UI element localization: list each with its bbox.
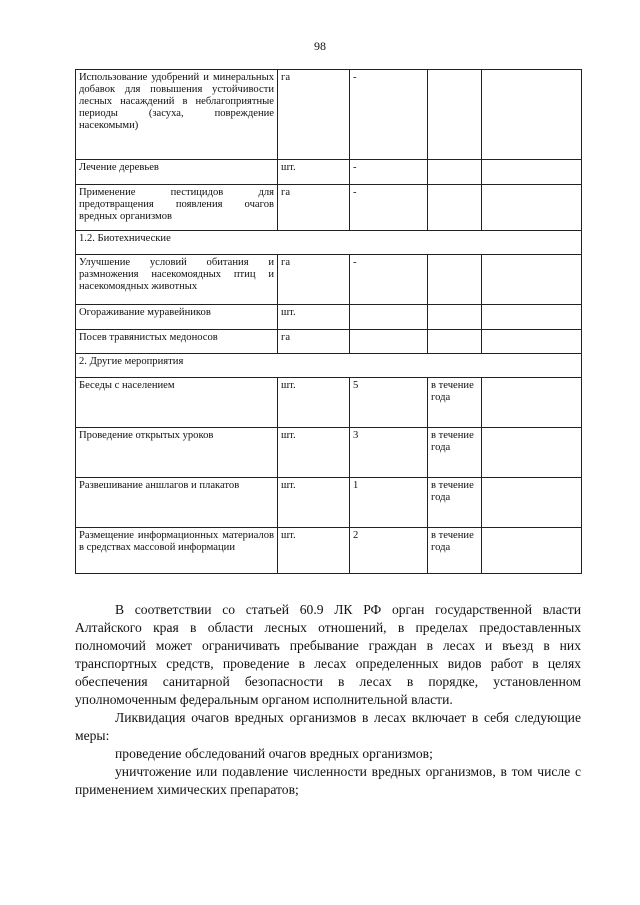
unit-cell: га (278, 185, 350, 231)
section-row (76, 231, 582, 255)
measure-name-cell: Беседы с населением (76, 378, 278, 428)
term-cell (428, 185, 482, 231)
measure-name-cell: Использование удобрений и минеральных добавок для повышения устойчивости лесных насаждений в неблагоприятные периоды (засуха, повреждение насекомыми) (76, 70, 278, 160)
section-row (76, 354, 582, 378)
note-cell (482, 528, 582, 574)
term-cell: в течение года (428, 528, 482, 574)
measure-name-cell: Развешивание аншлагов и плакатов (76, 478, 278, 528)
table-row (76, 70, 582, 160)
quantity-cell: 5 (350, 378, 428, 428)
term-cell: в течение года (428, 378, 482, 428)
note-cell (482, 160, 582, 185)
quantity-cell (350, 305, 428, 330)
unit-cell: га (278, 70, 350, 160)
note-cell (482, 330, 582, 354)
list-item: уничтожение или подавление численности вредных организмов, в том числе с применением химических препаратов; (75, 764, 581, 797)
note-cell (482, 185, 582, 231)
quantity-cell: 2 (350, 528, 428, 574)
note-cell (482, 305, 582, 330)
list-item: проведение обследований очагов вредных организмов; (115, 746, 433, 761)
term-cell (428, 305, 482, 330)
measure-name-cell: Применение пестицидов для предотвращения появления очагов вредных организмов (76, 185, 278, 231)
term-cell: в течение года (428, 428, 482, 478)
term-cell (428, 160, 482, 185)
quantity-cell (350, 330, 428, 354)
unit-cell: шт. (278, 378, 350, 428)
quantity-cell: - (350, 70, 428, 160)
note-cell (482, 255, 582, 305)
unit-cell: шт. (278, 305, 350, 330)
page-number: 98 (314, 39, 326, 53)
measure-name-cell: Размещение информационных материалов в средствах массовой информации (76, 528, 278, 574)
quantity-cell: - (350, 185, 428, 231)
measures-table-body (76, 70, 582, 574)
measure-name-cell: Улучшение условий обитания и размножения насекомоядных птиц и насекомоядных животных (76, 255, 278, 305)
table-row (76, 478, 582, 528)
quantity-cell: - (350, 255, 428, 305)
unit-cell: шт. (278, 478, 350, 528)
body-text (75, 601, 581, 799)
table-row (76, 528, 582, 574)
measures-table (75, 69, 582, 574)
table-row (76, 160, 582, 185)
measure-name-cell: Проведение открытых уроков (76, 428, 278, 478)
table-row (76, 330, 582, 354)
term-cell (428, 70, 482, 160)
paragraph: Ликвидация очагов вредных организмов в лесах включает в себя следующие меры: (75, 710, 581, 743)
note-cell (482, 70, 582, 160)
paragraph: В соответствии со статьей 60.9 ЛК РФ орган государственной власти Алтайского края в области лесных отношений, в пределах предоставленных полномочий может ограничивать пребывание граждан в лесах и въезд в них транспортных средств, проведение в лесах определенных видов работ в целях обеспечения санитарной безопасности в лесах в порядке, установленном уполномоченным федеральным органом исполнительной власти. (75, 602, 581, 707)
note-cell (482, 378, 582, 428)
measure-name-cell: Лечение деревьев (76, 160, 278, 185)
table-row (76, 255, 582, 305)
unit-cell: га (278, 330, 350, 354)
note-cell (482, 428, 582, 478)
table-row (76, 428, 582, 478)
term-cell (428, 255, 482, 305)
section-heading-cell: 1.2. Биотехнические (76, 231, 582, 255)
note-cell (482, 478, 582, 528)
unit-cell: га (278, 255, 350, 305)
quantity-cell: 1 (350, 478, 428, 528)
unit-cell: шт. (278, 428, 350, 478)
table-row (76, 305, 582, 330)
section-heading-cell: 2. Другие мероприятия (76, 354, 582, 378)
table-row (76, 378, 582, 428)
quantity-cell: 3 (350, 428, 428, 478)
term-cell (428, 330, 482, 354)
quantity-cell: - (350, 160, 428, 185)
term-cell: в течение года (428, 478, 482, 528)
measure-name-cell: Посев травянистых медоносов (76, 330, 278, 354)
unit-cell: шт. (278, 528, 350, 574)
table-row (76, 185, 582, 231)
measure-name-cell: Огораживание муравейников (76, 305, 278, 330)
unit-cell: шт. (278, 160, 350, 185)
